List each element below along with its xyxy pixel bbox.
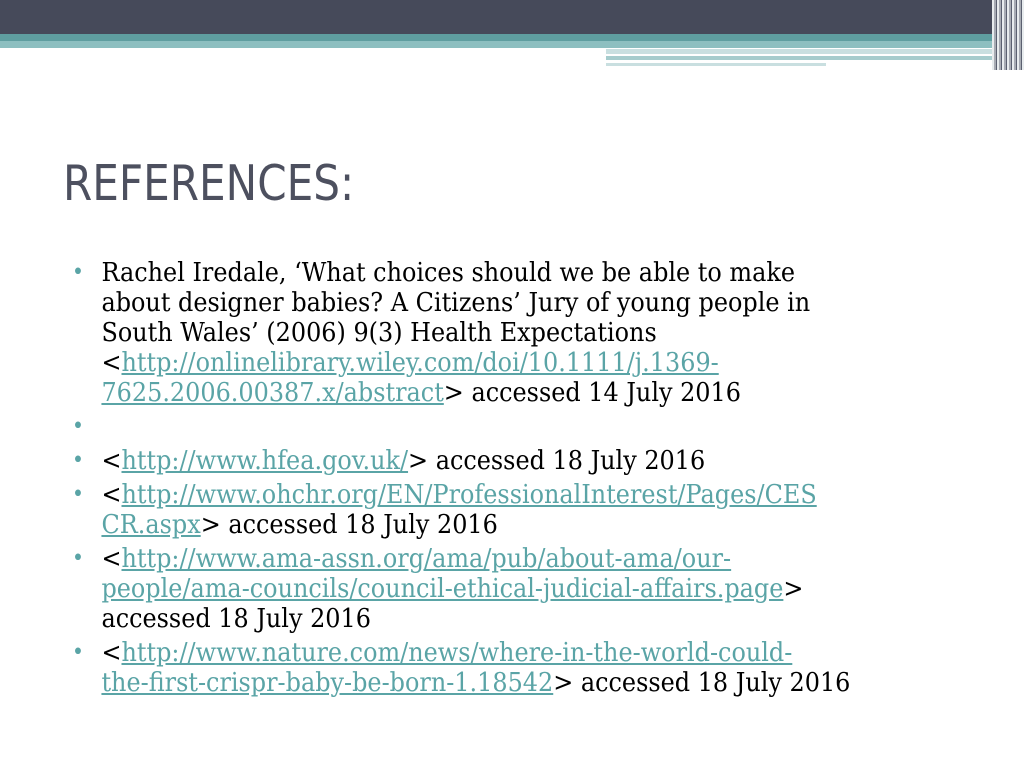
reference-link[interactable]: http://onlinelibrary.wiley.com/doi/10.1111/j.1369-: [121, 348, 719, 378]
slide-title: REFERENCES:: [63, 155, 355, 212]
reference-link[interactable]: the-first-crispr-baby-be-born-1.18542: [101, 668, 554, 698]
reference-item: [72, 544, 985, 634]
reference-link[interactable]: http://www.ohchr.org/EN/ProfessionalInterest/Pages/CES: [121, 480, 817, 510]
reference-access-date: > accessed 18 July 2016: [553, 668, 851, 698]
reference-item-empty: [72, 412, 985, 442]
bullet-icon: •: [72, 546, 84, 571]
reference-link[interactable]: CR.aspx: [101, 510, 201, 540]
reference-link[interactable]: http://www.ama-assn.org/ama/pub/about-ama/our-: [121, 544, 732, 574]
header-decor-line: [606, 56, 1006, 60]
reference-text: South Wales’ (2006) 9(3) Health Expectations: [101, 318, 657, 348]
reference-prefix: <: [101, 348, 122, 378]
header-band: [0, 0, 1024, 34]
bullet-icon: •: [72, 640, 84, 665]
reference-prefix: <: [101, 480, 122, 510]
reference-text: [101, 412, 984, 442]
header-decor-line: [606, 49, 1006, 54]
bullet-icon: •: [72, 414, 84, 439]
reference-link[interactable]: http://www.nature.com/news/where-in-the-world-could-: [121, 638, 793, 668]
reference-item: [72, 258, 985, 408]
reference-access-date: > accessed 18 July 2016: [200, 510, 498, 540]
header-decor-line: [606, 63, 826, 66]
reference-access-date: > accessed 14 July 2016: [443, 378, 741, 408]
bullet-icon: •: [72, 448, 84, 473]
reference-link[interactable]: 7625.2006.00387.x/abstract: [101, 378, 444, 408]
reference-item: [72, 446, 985, 476]
reference-text: Rachel Iredale, ‘What choices should we be able to make: [101, 258, 796, 288]
reference-link[interactable]: people/ama-councils/council-ethical-judicial-affairs.page: [101, 574, 784, 604]
header-stripes: [992, 0, 1024, 70]
reference-access-date: accessed 18 July 2016: [101, 604, 371, 634]
reference-list: [72, 258, 962, 702]
header-accent-bar-light: [0, 41, 1024, 48]
reference-prefix: <: [101, 544, 122, 574]
reference-item: [72, 480, 985, 540]
reference-prefix: <: [101, 638, 122, 668]
reference-access-date: > accessed 18 July 2016: [408, 446, 706, 476]
bullet-icon: •: [72, 260, 84, 285]
reference-link[interactable]: http://www.hfea.gov.uk/: [121, 446, 409, 476]
reference-item: [72, 638, 985, 698]
reference-text: about designer babies? A Citizens’ Jury of young people in: [101, 288, 811, 318]
reference-prefix: <: [101, 446, 122, 476]
bullet-icon: •: [72, 482, 84, 507]
reference-suffix: >: [783, 574, 804, 604]
header-accent-bar: [0, 34, 1024, 41]
